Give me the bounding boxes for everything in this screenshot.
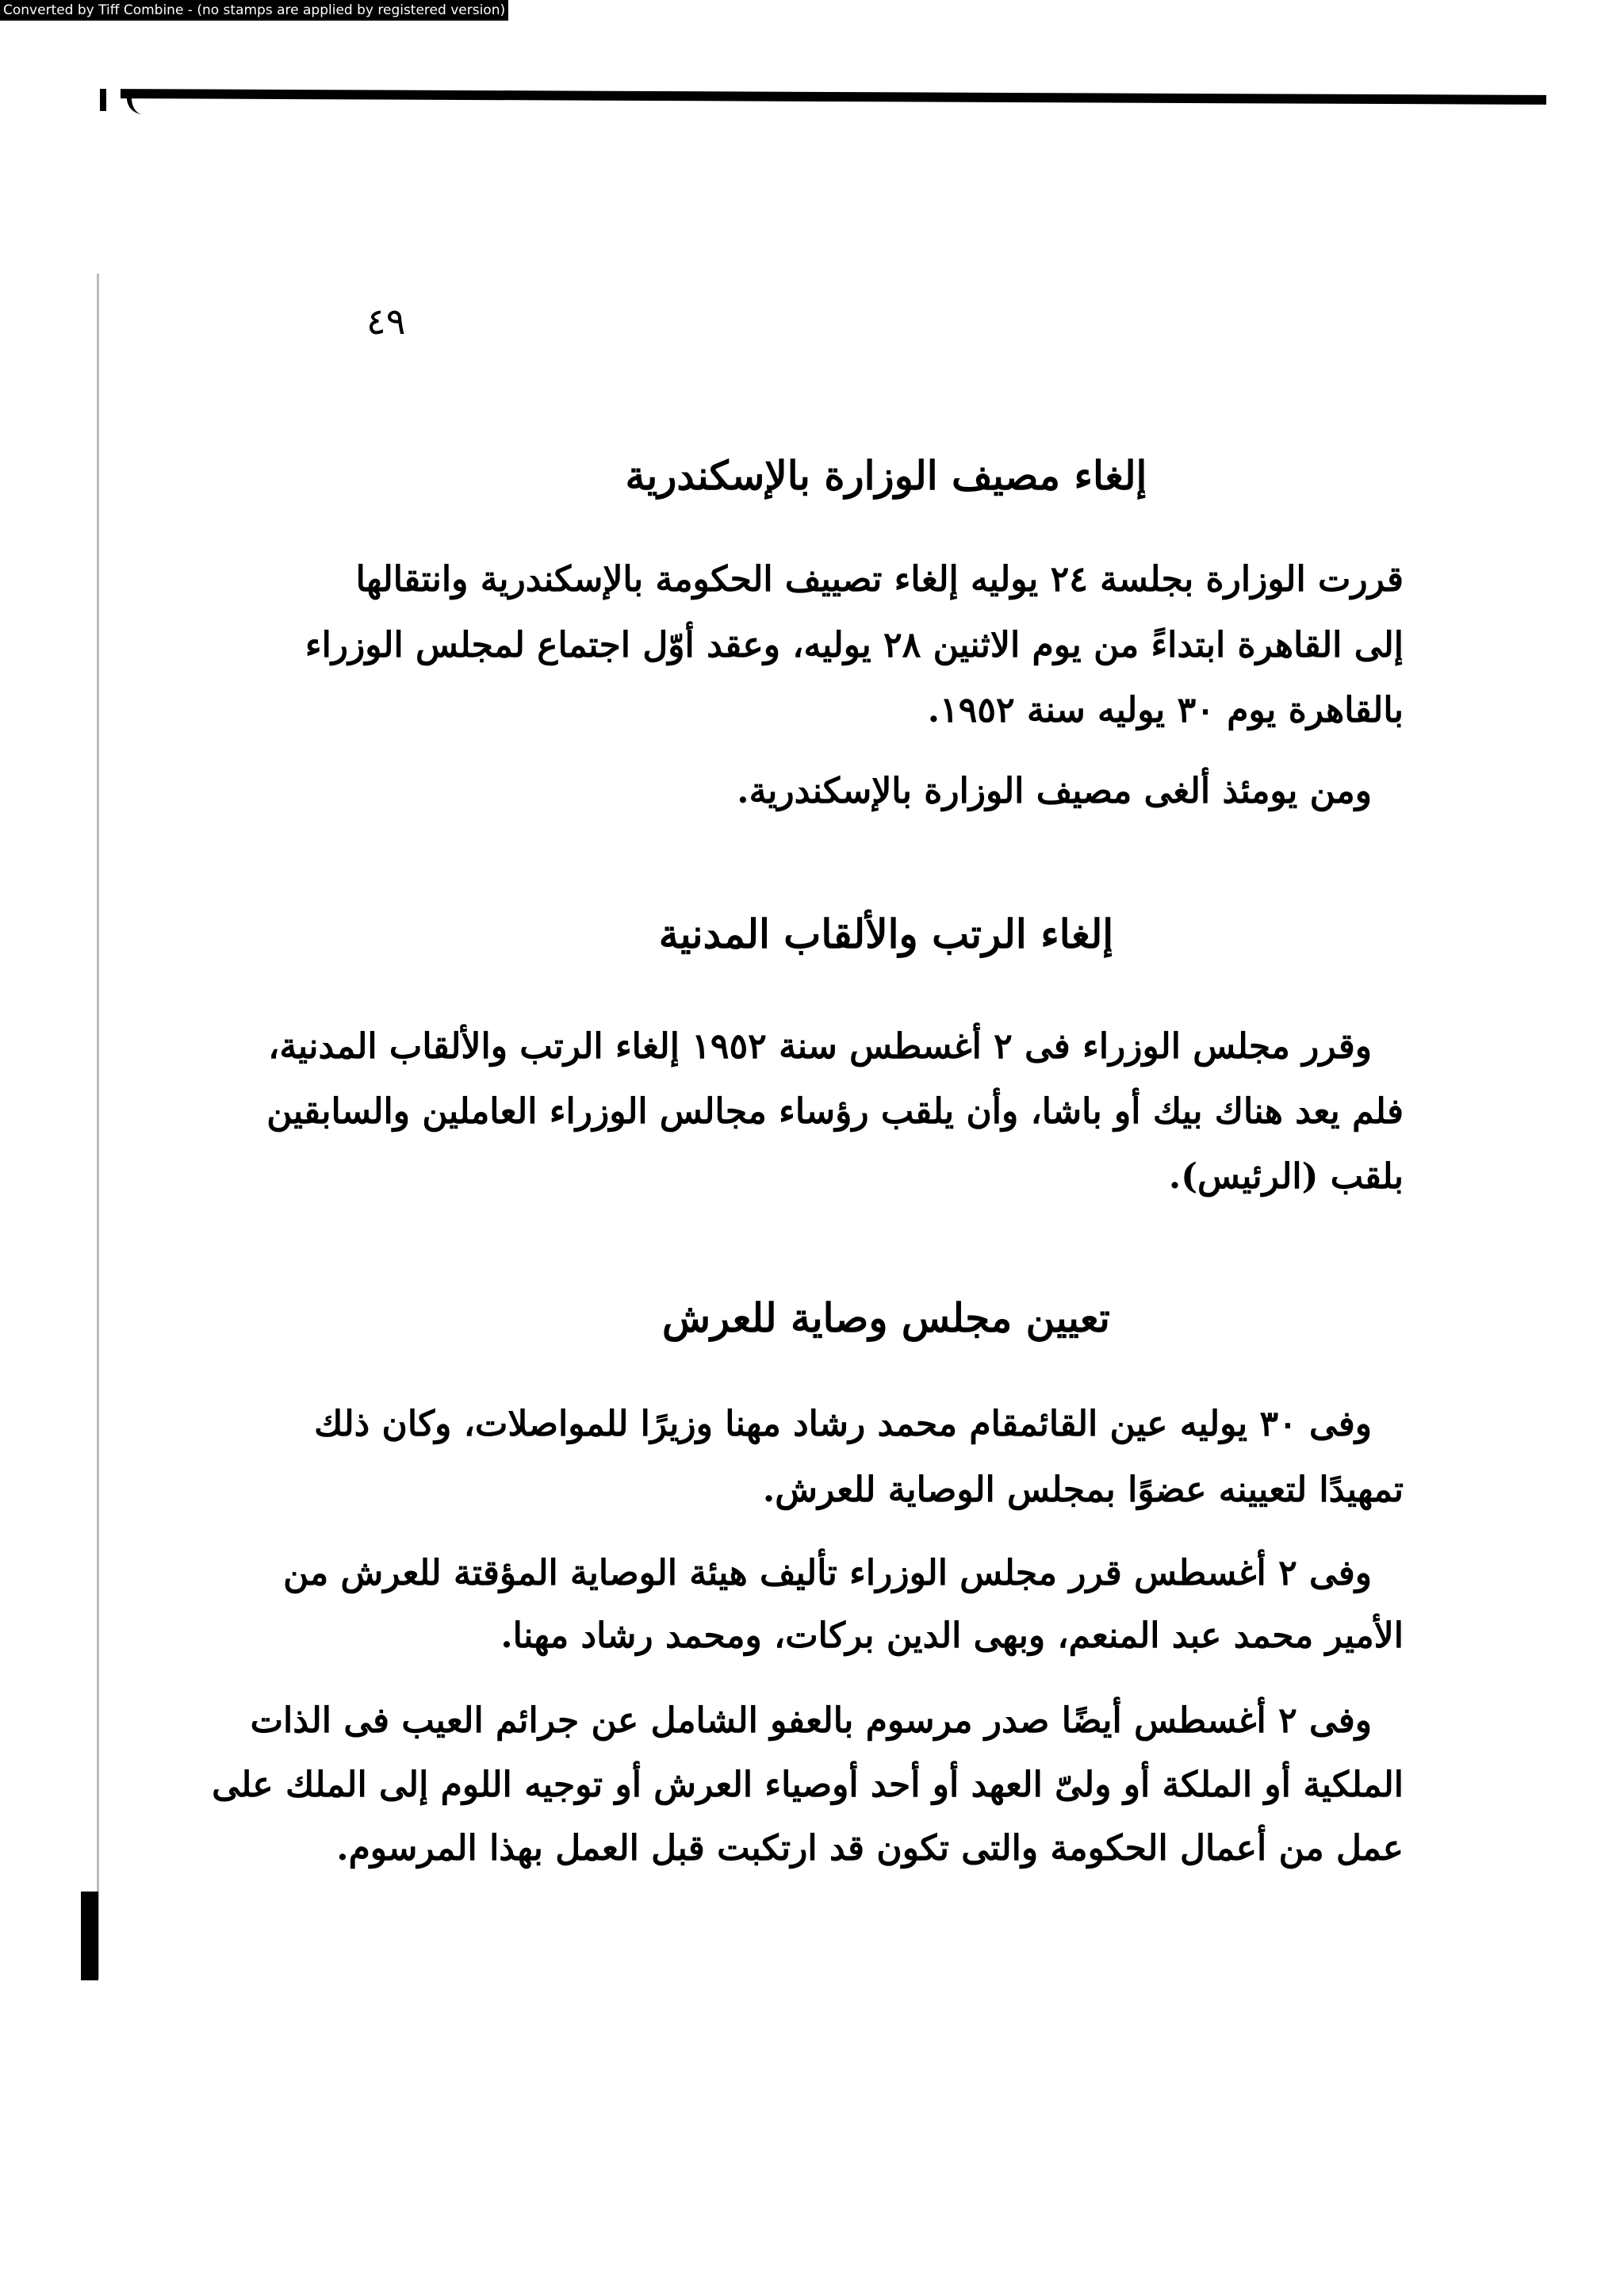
text-line: وفى ٢ أغسطس قرر مجلس الوزراء تأليف هيئة الوصاية المؤقتة للعرش من — [283, 1553, 1372, 1593]
text-line: ومن يومئذ ألغى مصيف الوزارة بالإسكندرية. — [737, 771, 1372, 811]
header-rule — [121, 89, 1546, 105]
text-line: بالقاهرة يوم ٣٠ يوليه سنة ١٩٥٢. — [927, 690, 1404, 730]
text-line: الأمير محمد عبد المنعم، وبهى الدين بركات، ومحمد رشاد مهنا. — [500, 1616, 1404, 1656]
section-heading: تعيين مجلس وصاية للعرش — [662, 1294, 1110, 1341]
text-line: وفى ٢ أغسطس أيضًا صدر مرسوم بالعفو الشامل عن جرائم العيب فى الذات — [250, 1700, 1372, 1741]
text-line: تمهيدًا لتعيينه عضوًا بمجلس الوصاية للعرش. — [762, 1470, 1404, 1510]
header-mark-curl — [127, 94, 144, 114]
text-line: بلقب (الرئيس). — [1168, 1156, 1404, 1197]
text-line: وقرر مجلس الوزراء فى ٢ أغسطس سنة ١٩٥٢ إلغاء الرتب والألقاب المدنية، — [268, 1026, 1372, 1067]
text-line: عمل من أعمال الحكومة والتى تكون قد ارتكبت قبل العمل بهذا المرسوم. — [336, 1828, 1404, 1869]
text-line: الملكية أو الملكة أو ولىّ العهد أو أحد أوصياء العرش أو توجيه اللوم إلى الملك على — [212, 1765, 1404, 1805]
page-number: ٤٩ — [366, 300, 406, 343]
section-heading: إلغاء الرتب والألقاب المدنية — [658, 910, 1114, 957]
scan-margin-bar — [81, 1892, 98, 1980]
section-heading: إلغاء مصيف الوزارة بالإسكندرية — [625, 452, 1147, 499]
converter-banner: Converted by Tiff Combine - (no stamps are applied by registered version) — [0, 0, 508, 21]
text-line: وفى ٣٠ يوليه عين القائمقام محمد رشاد مهنا وزيرًا للمواصلات، وكان ذلك — [314, 1404, 1372, 1444]
text-line: قررت الوزارة بجلسة ٢٤ يوليه إلغاء تصييف الحكومة بالإسكندرية وانتقالها — [355, 559, 1404, 600]
header-mark — [100, 89, 106, 111]
scan-margin-line — [97, 274, 99, 1979]
text-line: إلى القاهرة ابتداءً من يوم الاثنين ٢٨ يوليه، وعقد أوّل اجتماع لمجلس الوزراء — [304, 625, 1404, 665]
text-line: فلم يعد هناك بيك أو باشا، وأن يلقب رؤساء مجالس الوزراء العاملين والسابقين — [266, 1091, 1404, 1132]
